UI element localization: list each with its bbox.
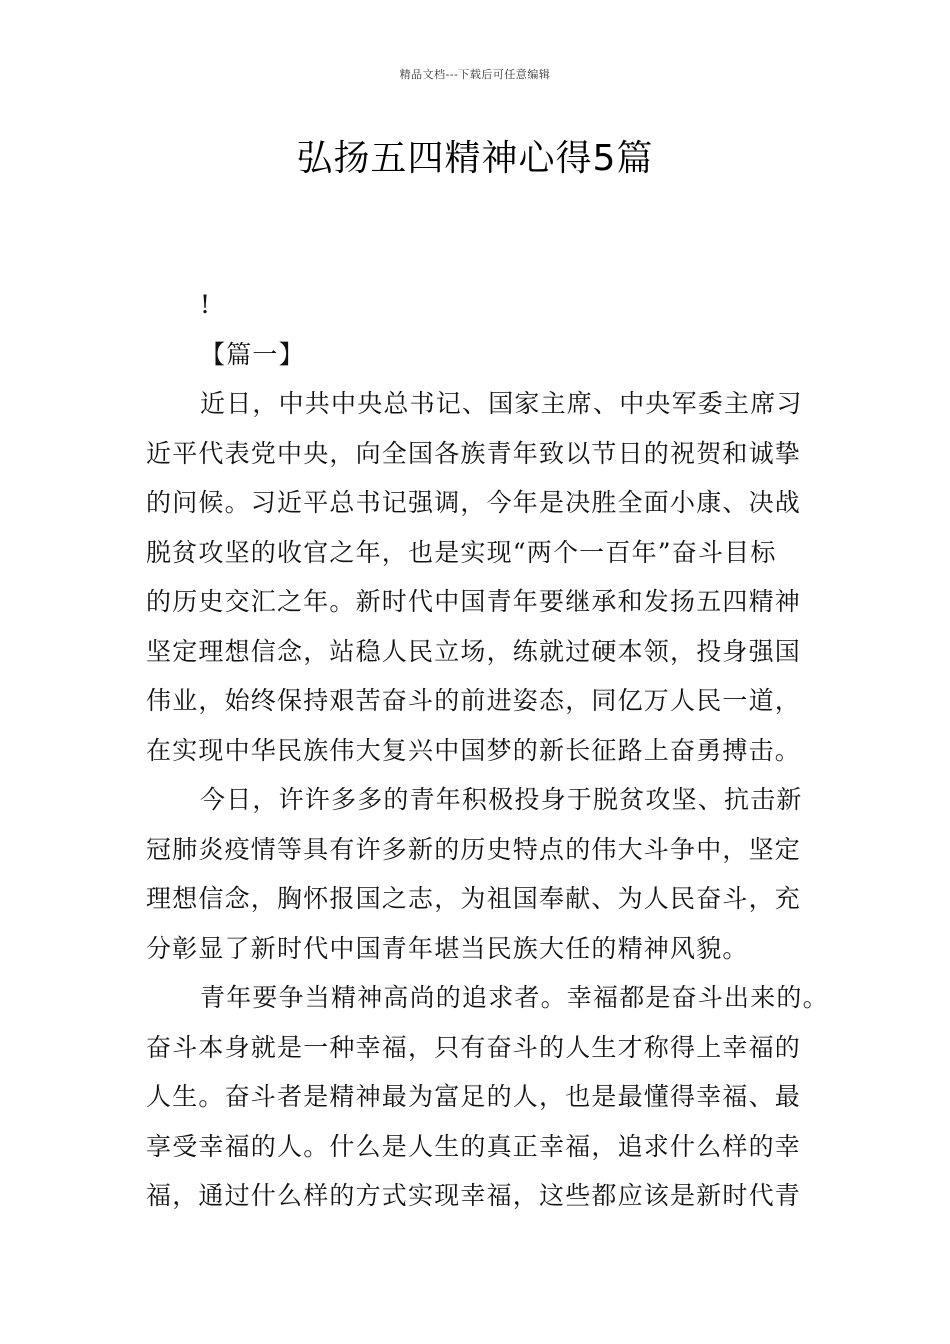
paragraph-line: 青年要争当精神高尚的追求者。幸福都是奋斗出来的。 — [200, 983, 829, 1012]
document-body — [146, 280, 829, 1221]
paragraph-line: 人生。奋斗者是精神最为富足的人，也是最懂得幸福、最 — [146, 1082, 802, 1111]
paragraph-line: 近平代表党中央，向全国各族青年致以节日的祝贺和诚挚 — [146, 438, 802, 468]
paragraph-line: 享受幸福的人。什么是人生的真正幸福，追求什么样的幸 — [146, 1131, 802, 1161]
paragraph-line: 分彰显了新时代中国青年堪当民族大任的精神风貌。 — [146, 933, 749, 963]
paragraph-line: 理想信念，胸怀报国之志，为祖国奉献、为人民奋斗，充 — [146, 884, 802, 913]
paragraph-line: 坚定理想信念，站稳人民立场，练就过硬本领，投身强国 — [146, 636, 802, 666]
paragraph-line: 福，通过什么样的方式实现幸福，这些都应该是新时代青 — [146, 1181, 802, 1210]
paragraph-line: 在实现中华民族伟大复兴中国梦的新长征路上奋勇搏击。 — [146, 735, 802, 765]
paragraph-2 — [146, 775, 826, 973]
section-label: 【篇一】 — [200, 339, 305, 369]
paragraph-line: 伟业，始终保持艰苦奋斗的前进姿态，同亿万人民一道， — [146, 686, 802, 715]
paragraph-3 — [146, 973, 829, 1221]
paragraph-line: 冠肺炎疫情等具有许多新的历史特点的伟大斗争中，坚定 — [146, 834, 802, 864]
document-title: 弘扬五四精神心得5篇 — [296, 138, 654, 179]
paragraph-line: 的问候。习近平总书记强调，今年是决胜全面小康、决战 — [146, 488, 802, 517]
paragraph-line: 近日，中共中央总书记、国家主席、中央军委主席习 — [200, 389, 803, 418]
exclamation-mark: ! — [200, 290, 212, 319]
paragraph-line: 今日，许许多多的青年积极投身于脱贫攻坚、抗击新 — [200, 785, 803, 814]
paragraph-line: 的历史交汇之年。新时代中国青年要继承和发扬五四精神 — [146, 587, 802, 616]
paragraph-line: 奋斗本身就是一种幸福，只有奋斗的人生才称得上幸福的 — [146, 1032, 802, 1062]
paragraph-1 — [146, 379, 826, 775]
header-note: 精品文档---下载后可任意编辑 — [399, 68, 551, 81]
paragraph-line: 脱贫攻坚的收官之年，也是实现“两个一百年”奋斗目标 — [146, 537, 777, 567]
